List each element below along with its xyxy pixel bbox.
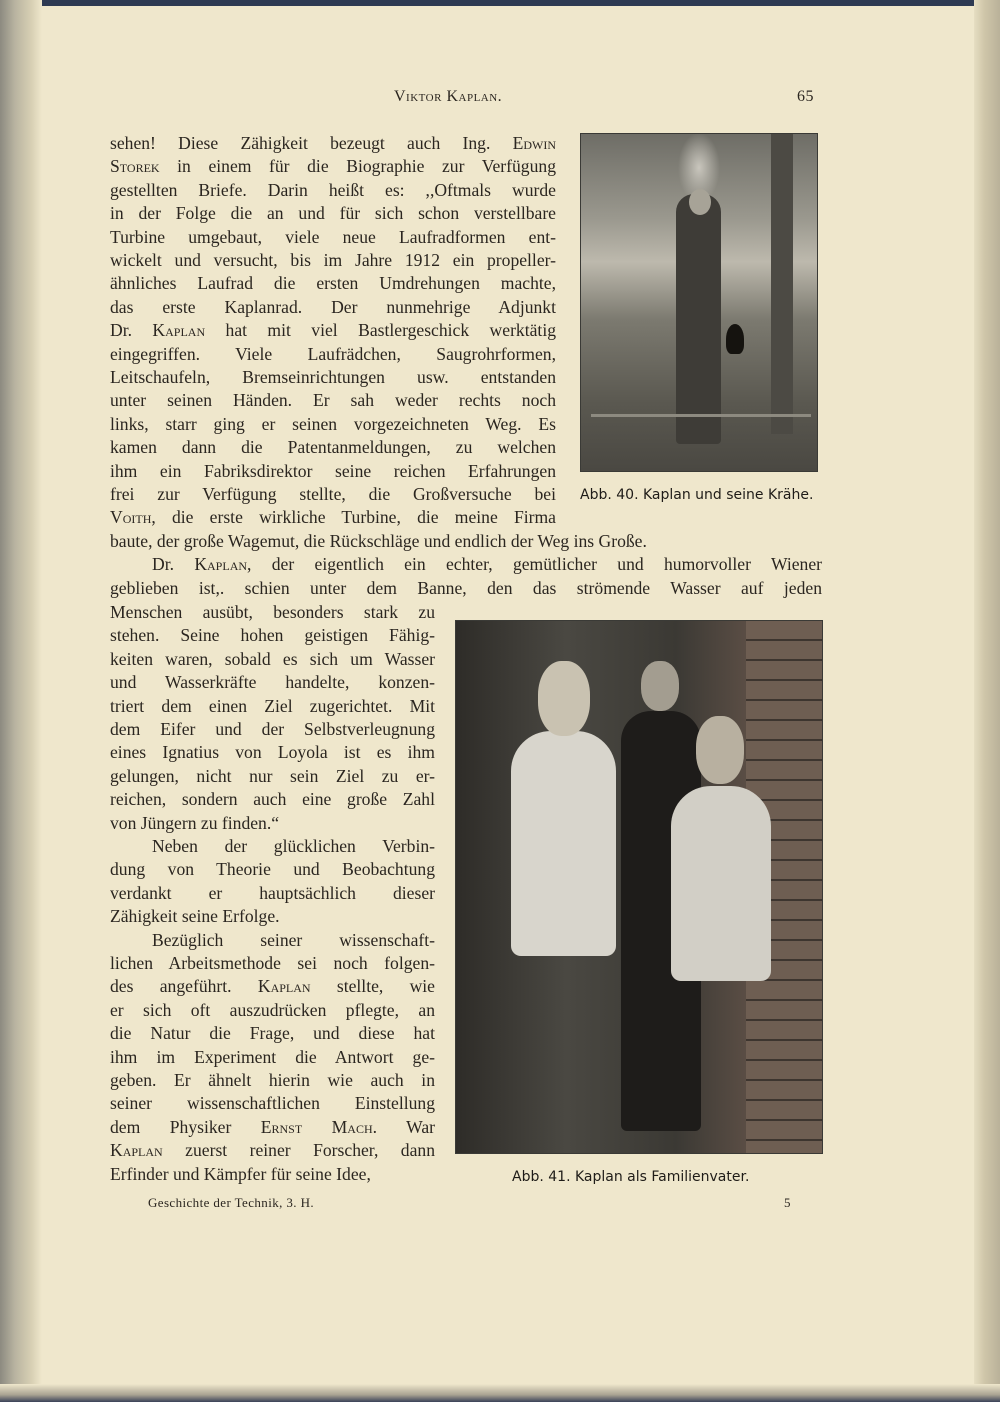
- text-segment: verdankt er hauptsächlich dieser: [110, 882, 435, 903]
- text-segment: sehen! Diese Zähigkeit bezeugt auch Ing.: [110, 133, 513, 153]
- text-line: [110, 858, 435, 880]
- text-segment: des angeführt.: [110, 976, 258, 997]
- text-line: [110, 648, 435, 670]
- text-line: [110, 929, 435, 951]
- text-line: [110, 905, 435, 927]
- text-segment: Erfinder und Kämpfer für seine Idee,: [110, 1163, 371, 1184]
- text-line: [110, 202, 556, 224]
- text-line: [110, 366, 556, 388]
- text-segment: links, starr ging er seinen vorgezeichneten Weg. Es: [110, 413, 556, 434]
- footer-series-title: Geschichte der Technik, 3. H.: [148, 1195, 315, 1210]
- text-line: [110, 226, 556, 248]
- text-segment: Dr.: [110, 320, 153, 341]
- text-line: [110, 272, 556, 294]
- text-segment: , die erste wirkliche Turbine, die meine Firma: [151, 507, 556, 528]
- text-segment: eines Ignatius von Loyola ist es ihm: [110, 742, 435, 763]
- text-segment: in der Folge die an und für sich schon verstellbare: [110, 203, 556, 224]
- text-segment: dem Eifer und der Selbstverleugnung: [110, 719, 435, 739]
- text-line: [110, 1092, 435, 1114]
- text-line: [110, 718, 435, 740]
- text-segment: kamen dann die Patentanmeldungen, zu welchen: [110, 437, 556, 458]
- text-segment: baute, der große Wagemut, die Rückschläge und endlich der Weg ins Große.: [110, 530, 647, 551]
- text-segment: geben. Er ähnelt hierin wie auch in: [110, 1070, 435, 1090]
- text-segment: eingegriffen. Viele Laufrädchen, Saugrohrformen,: [110, 343, 556, 364]
- text-segment: das erste Kaplanrad. Der nunmehrige Adjunkt: [110, 296, 556, 317]
- text-line: [110, 1046, 435, 1068]
- text-line: [110, 671, 435, 693]
- text-line: [110, 155, 556, 177]
- father-head: [641, 661, 679, 711]
- name-smallcaps: Ernst Mach: [260, 1116, 373, 1137]
- name-smallcaps: Kaplan: [152, 320, 206, 341]
- text-line: [110, 343, 556, 365]
- name-smallcaps: Kaplan: [257, 976, 311, 997]
- figure-41-caption: Abb. 41. Kaplan als Familienvater.: [512, 1169, 750, 1185]
- crow: [726, 324, 744, 354]
- text-line: [110, 952, 435, 974]
- text-segment: von Jüngern zu finden.“: [110, 812, 280, 833]
- text-segment: zuerst reiner Forscher, dann: [162, 1140, 435, 1161]
- text-line: [110, 882, 435, 904]
- younger-girl-dress: [671, 786, 771, 981]
- name-smallcaps: Storek: [110, 156, 160, 177]
- figure-40-photo: [580, 133, 818, 472]
- older-girl-head: [538, 661, 590, 736]
- text-segment: stehen. Seine hohen geistigen Fähig-: [110, 625, 435, 646]
- text-segment: dung von Theorie und Beobachtung: [110, 859, 435, 880]
- text-segment: Bezüglich seiner wissenschaft-: [152, 929, 435, 950]
- text-line: [110, 249, 556, 271]
- text-line: [110, 577, 822, 599]
- text-segment: dem Physiker: [110, 1116, 261, 1137]
- text-line: [110, 1022, 435, 1044]
- text-line: [110, 601, 435, 623]
- footer-signature-mark: 5: [784, 1195, 791, 1210]
- text-line: [110, 179, 556, 201]
- text-segment: Dr.: [152, 554, 195, 575]
- text-segment: die Natur die Frage, und diese hat: [110, 1023, 435, 1044]
- text-segment: ihm im Experiment die Antwort ge-: [110, 1046, 435, 1067]
- younger-girl-head: [696, 716, 744, 784]
- text-segment: Turbine umgebaut, viele neue Laufradformen ent-: [110, 226, 556, 247]
- running-title: Viktor Kaplan.: [394, 88, 503, 105]
- text-line: [110, 812, 435, 834]
- text-line: [110, 1116, 435, 1138]
- text-segment: unter seinen Händen. Er sah weder rechts noch: [110, 390, 556, 411]
- text-line: [110, 319, 556, 341]
- text-line: [110, 1163, 435, 1185]
- text-line: [110, 506, 556, 528]
- text-line: [110, 296, 556, 318]
- name-smallcaps: Edwin: [512, 133, 556, 153]
- text-line: [110, 835, 435, 857]
- text-segment: lichen Arbeitsmethode sei noch folgen-: [110, 953, 435, 973]
- text-line: [110, 695, 435, 717]
- text-line: [110, 1139, 435, 1161]
- text-segment: Zähigkeit seine Erfolge.: [110, 906, 280, 927]
- text-segment: seiner wissenschaftlichen Einstellung: [110, 1093, 435, 1114]
- text-line: [110, 460, 556, 482]
- text-segment: . War: [372, 1116, 435, 1137]
- older-girl-dress: [511, 731, 616, 956]
- man-head: [689, 189, 711, 215]
- text-line: [110, 1069, 435, 1091]
- name-smallcaps: Kaplan: [194, 554, 248, 575]
- figure-40-caption: Abb. 40. Kaplan und seine Krähe.: [580, 487, 814, 503]
- name-smallcaps: Voith: [110, 507, 152, 528]
- text-line: [110, 436, 556, 458]
- text-segment: reichen, sondern auch eine große Zahl: [110, 789, 435, 810]
- text-line: [110, 553, 822, 575]
- text-segment: triert dem einen Ziel zugerichtet. Mit: [110, 695, 435, 716]
- text-line: [110, 530, 822, 552]
- text-segment: Menschen ausübt, besonders stark zu: [110, 602, 435, 622]
- text-segment: geblieben ist,. schien unter dem Banne, den das strömende Wasser auf jeden: [110, 577, 822, 598]
- text-segment: gelungen, nicht nur sein Ziel zu er-: [110, 765, 435, 786]
- text-segment: und Wasserkräfte handelte, konzen-: [110, 672, 435, 693]
- text-segment: ihm ein Fabriksdirektor seine reichen Erfahrungen: [110, 460, 556, 481]
- text-segment: er sich oft auszudrücken pflegte, an: [110, 999, 435, 1020]
- text-segment: stellte, wie: [310, 976, 435, 997]
- text-line: [110, 765, 435, 787]
- text-segment: ähnliches Laufrad die ersten Umdrehungen machte,: [110, 273, 556, 294]
- text-segment: Neben der glücklichen Verbin-: [152, 836, 435, 856]
- text-line: [110, 788, 435, 810]
- text-segment: hat mit viel Bastlergeschick werktätig: [205, 320, 557, 341]
- text-segment: frei zur Verfügung stellte, die Großversuche bei: [110, 484, 556, 504]
- figure-41-photo: [455, 620, 823, 1154]
- text-segment: , der eigentlich ein echter, gemütlicher und humorvoller Wiener: [247, 554, 823, 575]
- name-smallcaps: Kaplan: [110, 1140, 163, 1161]
- text-line: [110, 624, 435, 646]
- text-line: [110, 413, 556, 435]
- text-segment: wickelt und versucht, bis im Jahre 1912 ein propeller-: [110, 250, 556, 270]
- page-number: 65: [797, 88, 814, 105]
- text-line: [110, 975, 435, 997]
- man-figure: [676, 194, 721, 444]
- text-segment: keiten waren, sobald es sich um Wasser: [110, 648, 435, 669]
- text-line: [110, 999, 435, 1021]
- text-line: [110, 132, 556, 154]
- text-segment: in einem für die Biographie zur Verfügung: [159, 156, 556, 177]
- fence-rail: [591, 414, 811, 417]
- tree-trunk: [771, 134, 793, 434]
- text-segment: gestellten Briefe. Darin heißt es: ,,Oftmals wurde: [110, 179, 556, 200]
- text-line: [110, 389, 556, 411]
- text-segment: Leitschaufeln, Bremseinrichtungen usw. entstanden: [110, 367, 556, 387]
- text-line: [110, 741, 435, 763]
- text-line: [110, 483, 556, 505]
